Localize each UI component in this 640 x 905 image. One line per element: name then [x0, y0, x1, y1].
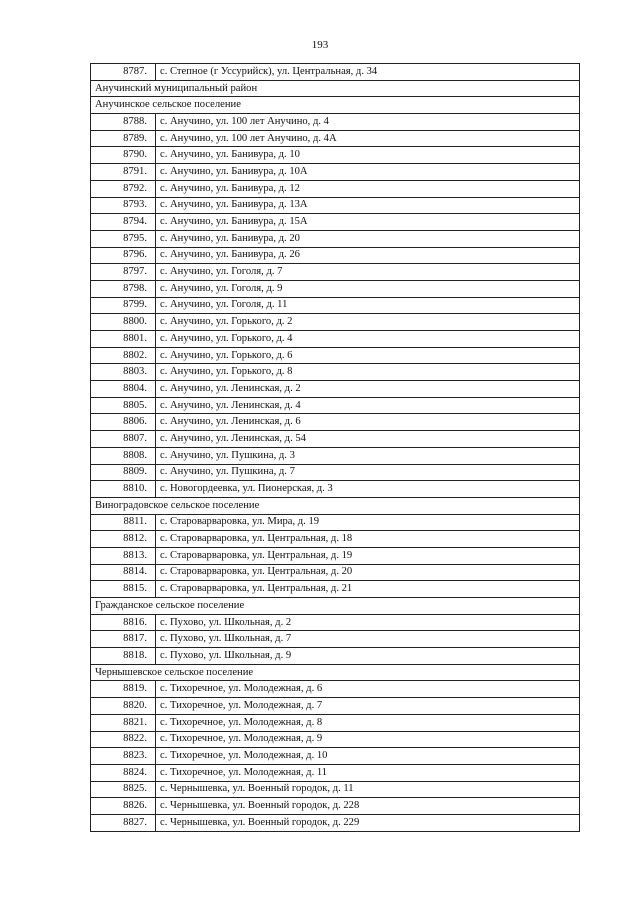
row-number: 8800. [91, 314, 156, 331]
address-cell: с. Анучино, ул. Ленинская, д. 6 [156, 414, 580, 431]
address-cell: с. Анучино, ул. Горького, д. 4 [156, 331, 580, 348]
table-row [91, 147, 580, 164]
table-row [91, 581, 580, 598]
row-number: 8801. [91, 331, 156, 348]
table-row [91, 264, 580, 281]
address-cell: с. Чернышевка, ул. Военный городок, д. 229 [156, 814, 580, 831]
table-row [91, 464, 580, 481]
row-number: 8790. [91, 147, 156, 164]
section-row [91, 97, 580, 114]
section-heading: Гражданское сельское поселение [91, 598, 580, 615]
row-number: 8827. [91, 814, 156, 831]
row-number: 8824. [91, 764, 156, 781]
row-number: 8794. [91, 214, 156, 231]
address-cell: с. Анучино, ул. Банивура, д. 10 [156, 147, 580, 164]
row-number: 8797. [91, 264, 156, 281]
table-row [91, 114, 580, 131]
row-number: 8815. [91, 581, 156, 598]
table-row [91, 247, 580, 264]
row-number: 8816. [91, 614, 156, 631]
table-row [91, 180, 580, 197]
table-row [91, 514, 580, 531]
table-row [91, 297, 580, 314]
address-table [90, 63, 580, 832]
table-row [91, 447, 580, 464]
section-heading: Анучинский муниципальный район [91, 80, 580, 97]
row-number: 8791. [91, 164, 156, 181]
table-row [91, 631, 580, 648]
table-row [91, 798, 580, 815]
address-cell: с. Новогордеевка, ул. Пионерская, д. 3 [156, 481, 580, 498]
row-number: 8798. [91, 280, 156, 297]
table-row [91, 698, 580, 715]
row-number: 8787. [91, 64, 156, 81]
address-cell: с. Анучино, ул. Пушкина, д. 7 [156, 464, 580, 481]
table-row [91, 397, 580, 414]
row-number: 8823. [91, 748, 156, 765]
address-cell: с. Анучино, ул. Пушкина, д. 3 [156, 447, 580, 464]
table-row [91, 331, 580, 348]
table-row [91, 164, 580, 181]
row-number: 8809. [91, 464, 156, 481]
address-cell: с. Староварваровка, ул. Мира, д. 19 [156, 514, 580, 531]
table-row [91, 381, 580, 398]
table-row [91, 731, 580, 748]
table-row [91, 531, 580, 548]
row-number: 8814. [91, 564, 156, 581]
table-row [91, 547, 580, 564]
row-number: 8804. [91, 381, 156, 398]
row-number: 8813. [91, 547, 156, 564]
address-cell: с. Пухово, ул. Школьная, д. 9 [156, 648, 580, 665]
table-row [91, 814, 580, 831]
address-cell: с. Пухово, ул. Школьная, д. 2 [156, 614, 580, 631]
address-cell: с. Анучино, ул. Ленинская, д. 4 [156, 397, 580, 414]
row-number: 8805. [91, 397, 156, 414]
row-number: 8789. [91, 130, 156, 147]
address-cell: с. Анучино, ул. Горького, д. 8 [156, 364, 580, 381]
address-cell: с. Анучино, ул. 100 лет Анучино, д. 4 [156, 114, 580, 131]
table-row [91, 414, 580, 431]
row-number: 8788. [91, 114, 156, 131]
table-row [91, 314, 580, 331]
table-row [91, 764, 580, 781]
table-row [91, 347, 580, 364]
address-cell: с. Тихоречное, ул. Молодежная, д. 8 [156, 714, 580, 731]
address-cell: с. Тихоречное, ул. Молодежная, д. 10 [156, 748, 580, 765]
row-number: 8810. [91, 481, 156, 498]
table-row [91, 648, 580, 665]
row-number: 8803. [91, 364, 156, 381]
address-cell: с. Анучино, ул. Банивура, д. 12 [156, 180, 580, 197]
address-cell: с. Староварваровка, ул. Центральная, д. 18 [156, 531, 580, 548]
table-row [91, 564, 580, 581]
row-number: 8818. [91, 648, 156, 665]
page-number: 193 [311, 39, 329, 51]
row-number: 8807. [91, 431, 156, 448]
address-table-body [91, 64, 580, 832]
table-row [91, 214, 580, 231]
address-cell: с. Чернышевка, ул. Военный городок, д. 228 [156, 798, 580, 815]
address-cell: с. Анучино, ул. Ленинская, д. 54 [156, 431, 580, 448]
address-cell: с. Тихоречное, ул. Молодежная, д. 9 [156, 731, 580, 748]
table-row [91, 197, 580, 214]
table-row [91, 364, 580, 381]
section-row [91, 497, 580, 514]
row-number: 8822. [91, 731, 156, 748]
row-number: 8811. [91, 514, 156, 531]
address-cell: с. Анучино, ул. Гоголя, д. 7 [156, 264, 580, 281]
address-cell: с. Анучино, ул. Горького, д. 6 [156, 347, 580, 364]
row-number: 8802. [91, 347, 156, 364]
address-cell: с. Чернышевка, ул. Военный городок, д. 11 [156, 781, 580, 798]
row-number: 8808. [91, 447, 156, 464]
address-cell: с. Пухово, ул. Школьная, д. 7 [156, 631, 580, 648]
address-cell: с. Анучино, ул. Ленинская, д. 2 [156, 381, 580, 398]
row-number: 8826. [91, 798, 156, 815]
address-cell: с. Анучино, ул. Банивура, д. 15А [156, 214, 580, 231]
address-cell: с. Степное (г Уссурийск), ул. Центральная, д. 34 [156, 64, 580, 81]
row-number: 8825. [91, 781, 156, 798]
address-cell: с. Анучино, ул. Банивура, д. 26 [156, 247, 580, 264]
address-cell: с. Староварваровка, ул. Центральная, д. 20 [156, 564, 580, 581]
table-row [91, 681, 580, 698]
section-row [91, 598, 580, 615]
table-row [91, 64, 580, 81]
address-cell: с. Анучино, ул. Гоголя, д. 9 [156, 280, 580, 297]
address-cell: с. Тихоречное, ул. Молодежная, д. 6 [156, 681, 580, 698]
row-number: 8806. [91, 414, 156, 431]
table-row [91, 431, 580, 448]
row-number: 8821. [91, 714, 156, 731]
address-cell: с. Анучино, ул. Банивура, д. 13А [156, 197, 580, 214]
table-row [91, 781, 580, 798]
row-number: 8796. [91, 247, 156, 264]
address-cell: с. Староварваровка, ул. Центральная, д. 21 [156, 581, 580, 598]
table-row [91, 481, 580, 498]
address-cell: с. Тихоречное, ул. Молодежная, д. 7 [156, 698, 580, 715]
row-number: 8820. [91, 698, 156, 715]
section-heading: Чернышевское сельское поселение [91, 664, 580, 681]
address-cell: с. Анучино, ул. 100 лет Анучино, д. 4А [156, 130, 580, 147]
address-cell: с. Анучино, ул. Банивура, д. 20 [156, 230, 580, 247]
table-row [91, 714, 580, 731]
row-number: 8812. [91, 531, 156, 548]
row-number: 8795. [91, 230, 156, 247]
row-number: 8792. [91, 180, 156, 197]
address-cell: с. Анучино, ул. Горького, д. 2 [156, 314, 580, 331]
row-number: 8819. [91, 681, 156, 698]
section-heading: Виноградовское сельское поселение [91, 497, 580, 514]
address-cell: с. Анучино, ул. Банивура, д. 10А [156, 164, 580, 181]
section-row [91, 664, 580, 681]
table-row [91, 614, 580, 631]
address-cell: с. Анучино, ул. Гоголя, д. 11 [156, 297, 580, 314]
row-number: 8799. [91, 297, 156, 314]
section-row [91, 80, 580, 97]
address-cell: с. Староварваровка, ул. Центральная, д. 19 [156, 547, 580, 564]
address-cell: с. Тихоречное, ул. Молодежная, д. 11 [156, 764, 580, 781]
table-row [91, 280, 580, 297]
section-heading: Анучинское сельское поселение [91, 97, 580, 114]
row-number: 8817. [91, 631, 156, 648]
table-row [91, 230, 580, 247]
table-row [91, 130, 580, 147]
table-row [91, 748, 580, 765]
row-number: 8793. [91, 197, 156, 214]
